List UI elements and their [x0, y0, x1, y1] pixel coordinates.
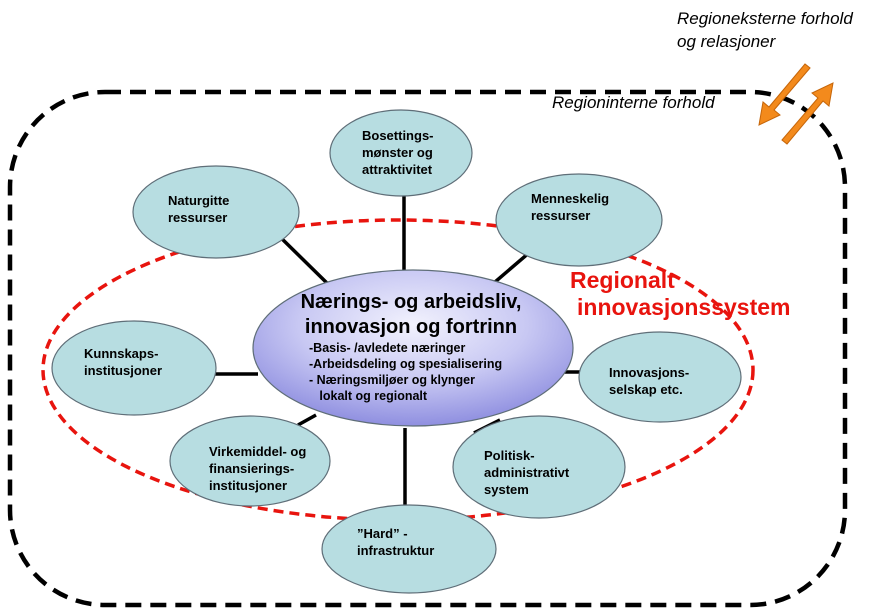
center-bullet-1: -Basis- /avledete næringer [309, 341, 466, 355]
node-politisk-label: Politisk- administrativt system [484, 448, 570, 497]
center-bullet-4: lokalt og regionalt [309, 389, 428, 403]
node-menneskelig-label: Menneskelig ressurser [531, 191, 610, 223]
center-bullet-3: - Næringsmiljøer og klynger [309, 373, 476, 387]
external-label-line2: og relasjoner [677, 32, 776, 51]
connector-virkemiddel [298, 415, 316, 425]
node-bosettings-label: Bosettings- mønster og attraktivitet [362, 128, 434, 177]
node-kunnskaps-label: Kunnskaps- institusjoner [84, 346, 163, 378]
node-hard-label: ”Hard” - infrastruktur [357, 526, 435, 558]
node-naturgitte-label: Naturgitte ressurser [168, 193, 230, 225]
ris-label-line1: Regionalt [570, 267, 675, 293]
center-title-line1: Nærings- og arbeidsliv, [300, 291, 522, 313]
node-innovasjons-label: Innovasjons- selskap etc. [609, 365, 690, 397]
connector-naturgitte [275, 232, 330, 286]
node-virkemiddel-label: Virkemiddel- og finansierings- institusjoner [209, 444, 307, 493]
internal-label: Regioninterne forhold [552, 93, 715, 112]
external-arrows [759, 64, 833, 144]
external-label-line1: Regioneksterne forhold [677, 9, 853, 28]
center-title-line2: innovasjon og fortrinn [304, 316, 518, 338]
center-bullet-2: -Arbeidsdeling og spesialisering [309, 357, 503, 371]
ris-label-line2: innovasjonssystem [577, 294, 791, 320]
